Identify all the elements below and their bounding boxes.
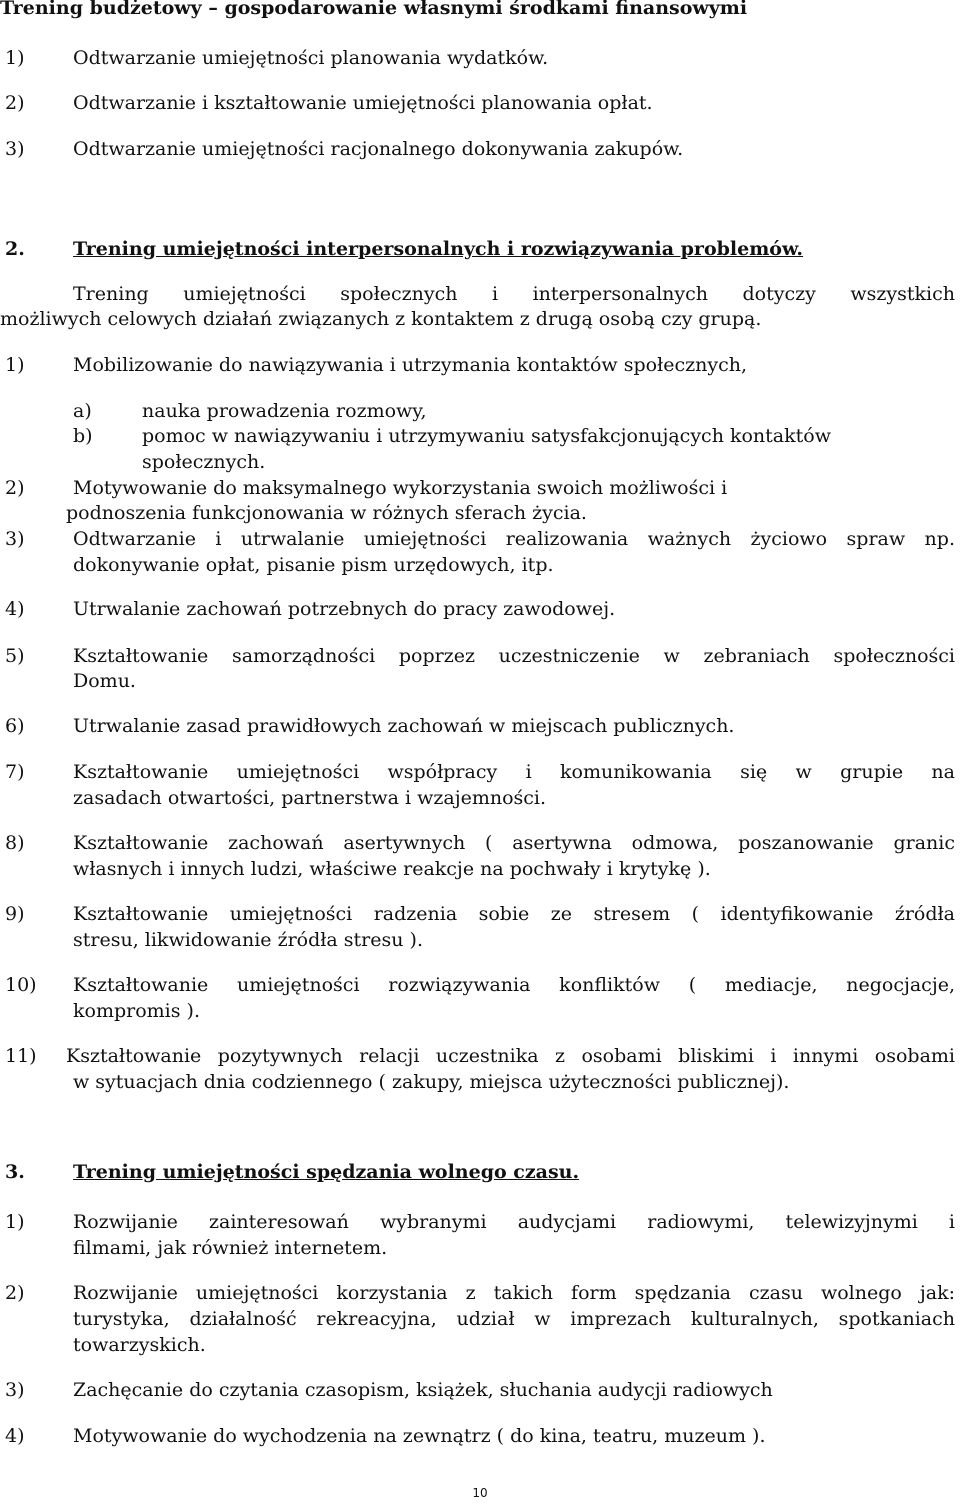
- list-item-number: 2): [5, 1282, 25, 1304]
- sublist-item-text: pomoc w nawiązywaniu i utrzymywaniu satysfakcjonujących kontaktów: [142, 425, 831, 447]
- list-item-number: 4): [5, 1425, 25, 1447]
- section-number: 3.: [5, 1161, 25, 1183]
- list-item-text: Mobilizowanie do nawiązywania i utrzymania kontaktów społecznych,: [73, 354, 747, 376]
- list-item-text: turystyka, działalność rekreacyjna, udział w imprezach kulturalnych, spotkaniach: [73, 1308, 955, 1330]
- list-item-text: Rozwijanie umiejętności korzystania z takich form spędzania czasu wolnego jak:: [73, 1282, 955, 1304]
- list-item-number: 1): [5, 354, 25, 376]
- list-item-text: Domu.: [73, 670, 136, 692]
- list-item-number: 3): [5, 1379, 25, 1401]
- list-item-text: Odtwarzanie i kształtowanie umiejętności planowania opłat.: [73, 92, 653, 114]
- section-heading: Trening budżetowy – gospodarowanie własnymi środkami finansowymi: [0, 0, 748, 19]
- sublist-item-text: nauka prowadzenia rozmowy,: [142, 400, 427, 422]
- list-item-text: stresu, likwidowanie źródła stresu ).: [73, 929, 423, 951]
- list-item-number: 10): [5, 974, 37, 996]
- section-title: Trening umiejętności interpersonalnych i rozwiązywania problemów.: [73, 238, 804, 260]
- list-item-text: w sytuacjach dnia codziennego ( zakupy, miejsca użyteczności publicznej).: [73, 1071, 790, 1093]
- list-item-text: Kształtowanie umiejętności rozwiązywania konfliktów ( mediacje, negocjacje,: [73, 974, 955, 996]
- list-item-text: podnoszenia funkcjonowania w różnych sferach życia.: [66, 502, 587, 524]
- sublist-item-letter: a): [73, 400, 92, 422]
- list-item-number: 8): [5, 832, 25, 854]
- sublist-item-letter: b): [73, 425, 93, 447]
- intro-line: Trening umiejętności społecznych i interpersonalnych dotyczy wszystkich: [73, 283, 955, 305]
- page-number: 10: [472, 1486, 488, 1500]
- list-item-number: 11): [5, 1045, 37, 1067]
- section-number: 2.: [5, 238, 25, 260]
- list-item-text: Utrwalanie zachowań potrzebnych do pracy zawodowej.: [73, 598, 616, 620]
- list-item-number: 3): [5, 528, 25, 550]
- list-item-number: 9): [5, 903, 25, 925]
- list-item-number: 3): [5, 138, 25, 160]
- list-item-text: dokonywanie opłat, pisanie pism urzędowych, itp.: [73, 554, 554, 576]
- list-item-text: Motywowanie do maksymalnego wykorzystania swoich możliwości i: [73, 477, 728, 499]
- list-item-number: 4): [5, 598, 25, 620]
- list-item-number: 1): [5, 47, 25, 69]
- list-item-text: zasadach otwartości, partnerstwa i wzajemności.: [73, 787, 547, 809]
- list-item-text: własnych i innych ludzi, właściwe reakcje na pochwały i krytykę ).: [73, 858, 711, 880]
- list-item-text: Zachęcanie do czytania czasopism, książek, słuchania audycji radiowych: [73, 1379, 773, 1401]
- list-item-text: towarzyskich.: [73, 1334, 206, 1356]
- list-item-text: Odtwarzanie umiejętności planowania wydatków.: [73, 47, 549, 69]
- list-item-text: filmami, jak również internetem.: [73, 1237, 388, 1259]
- list-item-number: 2): [5, 92, 25, 114]
- list-item-text: Motywowanie do wychodzenia na zewnątrz ( do kina, teatru, muzeum ).: [73, 1425, 766, 1447]
- list-item-text: Kształtowanie umiejętności radzenia sobie ze stresem ( identyfikowanie źródła: [73, 903, 955, 925]
- list-item-number: 1): [5, 1211, 25, 1233]
- list-item-number: 7): [5, 761, 25, 783]
- list-item-text: Kształtowanie pozytywnych relacji uczestnika z osobami bliskimi i innymi osobami: [66, 1045, 955, 1067]
- list-item-text: Utrwalanie zasad prawidłowych zachowań w miejscach publicznych.: [73, 715, 735, 737]
- list-item-text: Kształtowanie samorządności poprzez uczestniczenie w zebraniach społeczności: [73, 645, 955, 667]
- list-item-text: Odtwarzanie i utrwalanie umiejętności realizowania ważnych życiowo spraw np.: [73, 528, 955, 550]
- list-item-text: Kształtowanie zachowań asertywnych ( asertywna odmowa, poszanowanie granic: [73, 832, 955, 854]
- list-item-number: 6): [5, 715, 25, 737]
- list-item-text: Kształtowanie umiejętności współpracy i komunikowania się w grupie na: [73, 761, 955, 783]
- list-item-text: Odtwarzanie umiejętności racjonalnego dokonywania zakupów.: [73, 138, 684, 160]
- list-item-number: 2): [5, 477, 25, 499]
- intro-line: możliwych celowych działań związanych z kontaktem z drugą osobą czy grupą.: [0, 308, 762, 330]
- list-item-text: kompromis ).: [73, 1000, 200, 1022]
- list-item-number: 5): [5, 645, 25, 667]
- section-title: Trening umiejętności spędzania wolnego czasu.: [73, 1161, 580, 1183]
- list-item-text: Rozwijanie zainteresowań wybranymi audycjami radiowymi, telewizyjnymi i: [73, 1211, 955, 1233]
- sublist-item-text: społecznych.: [142, 451, 266, 473]
